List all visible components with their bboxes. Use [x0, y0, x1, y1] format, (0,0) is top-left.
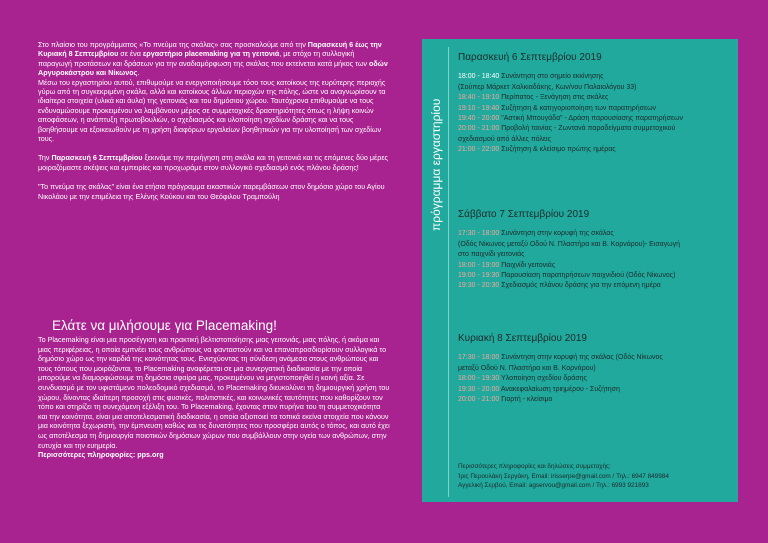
schedule-row — [458, 374, 730, 384]
schedule-time: 18:40 - 19:10 — [458, 94, 500, 102]
schedule-time: 19:30 - 20:00 — [458, 385, 500, 393]
schedule-description: στο παιχνίδι γειτονιάς — [458, 251, 525, 259]
schedule-row — [458, 364, 730, 374]
schedule-description: Παρουσίαση παρατηρήσεων παιχνιδιού (Οδός Νίκωνος) — [499, 272, 676, 280]
schedule-time: 18:00 - 19:00 — [458, 261, 500, 269]
schedule-time: 17:30 - 18:00 — [458, 230, 500, 238]
schedule-description: Περίπατος - Ξενάγηση στις σκάλες — [499, 94, 609, 102]
schedule-row — [458, 104, 730, 114]
schedule-description: Συζήτηση & κατηγοριοποίηση των παρατηρήσεων — [499, 104, 657, 112]
more-info-link[interactable]: Περισσότερες πληροφορίες: pps.org — [38, 450, 164, 460]
schedule-row — [458, 124, 730, 134]
program-day-saturday — [458, 210, 730, 292]
schedule-description: (Οδός Νίκωνος μεταξύ Οδού Ν. Πλαστήρα και Β. Κορνάρου)- Εισαγωγή — [458, 240, 681, 248]
schedule-description: σχεδιασμού από άλλες πόλεις — [458, 135, 551, 143]
program-day-sunday — [458, 334, 730, 405]
schedule-row — [458, 83, 730, 93]
contact-iris: Ίρις Περουλάκη Σεργάκη, Email: irisserpe@gmail.com / Τηλ.: 6947 849984 — [458, 472, 669, 480]
schedule-row — [458, 395, 730, 405]
program-vertical-label: πρόγραμμα εργαστηρίου — [429, 98, 443, 231]
contact-heading: Περισσότερες πληροφορίες και δηλώσεις συμμετοχής: — [458, 463, 611, 470]
schedule-row — [458, 353, 730, 363]
panel-divider — [448, 47, 449, 497]
schedule-row — [458, 135, 730, 145]
schedule-description: Υλοποίηση σχεδίου δράσης — [499, 375, 587, 383]
schedule-description: μεταξύ Οδού Ν. Πλαστήρα και Β. Κορνάρου) — [458, 364, 596, 372]
schedule-description: Συζήτηση & κλείσιμο πρώτης ημέρας — [499, 146, 616, 154]
schedule-description: Σχεδιασμός πλάνου δράσης για την επόμενη ημέρα — [499, 282, 661, 290]
schedule-row — [458, 250, 730, 260]
schedule-time: 21:00 - 22:00 — [458, 146, 500, 154]
schedule-row — [458, 240, 730, 250]
placemaking-heading: Ελάτε να μιλήσουμε για Placemaking! — [52, 318, 277, 333]
schedule-row — [458, 229, 730, 239]
schedule-time: 19:40 - 20:00 — [458, 115, 500, 123]
schedule-row — [458, 114, 730, 124]
schedule-row — [458, 281, 730, 291]
schedule-row — [458, 72, 730, 82]
schedule-row — [458, 271, 730, 281]
schedule-time: 18:00 - 18:40 — [458, 73, 500, 81]
schedule-time: 20:00 - 21:00 — [458, 396, 500, 404]
schedule-time: 19:30 - 20:30 — [458, 282, 500, 290]
intro-paragraph-3: Την Παρασκευή 6 Σεπτεμβρίου ξεκινάμε την περιήγηση στη σκάλα και τη γειτονιά και τις επόμενες δύο μέρες μοιραζόμαστε σκέψεις και εμπειρίες και προχωράμε στον συλλογικό σχεδιασμό ενός πλάνου δράσης! — [38, 153, 388, 172]
schedule-time: 19:10 - 19:40 — [458, 104, 500, 112]
placemaking-body: To Placemaking είναι μια προσέγγιση και πρακτική βελτιστοποίησης μιας γειτονιάς, μιας πόλης, ή ακόμα και μιας περιφέρειας, η οποία εμπνέει τους ανθρώπους να φανταστούν και να επαναπροσδιορίσουν συλλογικά το δημόσιο χώρο ως την καρδιά της κοινότητας τους. Ενισχύοντας τη σύνδεση ανάμεσα στους ανθρώπους και τους τόπους που μοιράζονται, το Placemaking αναφέρεται σε μια συνεργατική διαδικασία με την οποία μπορούμε να διαμορφώσουμε τη δημόσια σφαίρα μας, προκειμένου να μεγιστοποιηθεί η κοινή αξία. Σε συνδυασμό με τον υφιστάμενο πολεοδομικό σχεδιασμό, το Placemaking διευκολύνει τη δημιουργική χρήση του χώρου, δίνοντας ιδιαίτερη προσοχή στις φυσικές, πολιτιστικές, και κοινωνικές ταυτότητες που καθορίζουν τον τόπο και στηρίζει τη συνεχόμενη εξέλιξη του. To Placemaking, έχοντας στον πυρήνα του τη συμμετοχικότητα και την κοινότητα, είναι μια αποτελεσματική διαδικασία, η οποία αξιοποιεί τα τοπικά εκείνα στοιχεία που κάνουν μια κοινότητα ξεχωριστή, την έμπνευση καθώς και τις δυνατότητες που προσφέρει αυτός ο τόπος, και αυτό έχει ως αποτέλεσμα τη δημιουργία ποιοτικών δημόσιων χώρων που συμβάλλουν στην υγεία των ανθρώπων, στην ευτυχία και την ευημερία. — [38, 335, 390, 450]
day-title: Σάββατο 7 Σεπτεμβρίου 2019 — [458, 209, 590, 220]
schedule-row — [458, 145, 730, 155]
contact-info — [458, 462, 730, 491]
schedule-time: 19:00 - 19:30 — [458, 272, 500, 280]
schedule-time: 17:30 - 18:00 — [458, 354, 500, 362]
placemaking-text — [38, 335, 390, 460]
program-day-friday — [458, 53, 730, 156]
schedule-description: Ανακεφαλαίωση τριημέρου - Συζήτηση — [499, 385, 620, 393]
schedule-row — [458, 93, 730, 103]
schedule-description: Συνάντηση στην κορυφή της σκάλας — [499, 230, 614, 238]
contact-angeliki: Αγγελική Σερβού, Email: agservou@gmail.com / Τηλ.: 6993 921893 — [458, 482, 649, 489]
day-title: Παρασκευή 6 Σεπτεμβρίου 2019 — [458, 52, 602, 63]
schedule-row — [458, 385, 730, 395]
intro-text — [38, 40, 390, 211]
schedule-description: Γιορτή - κλείσιμο — [499, 396, 553, 404]
intro-paragraph-4: "Το πνεύμα της σκάλας" είναι ένα ετήσιο πρόγραμμα εικαστικών παρεμβάσεων στον δημόσιο χώρο του Αγίου Νικολάου με την επιμέλεια της Ελένης Κούκου και του Θεόφιλου Τραμπούλη — [38, 182, 385, 201]
schedule-description: Συνάντηση στην κορυφή της σκάλας (Οδός Νίκωνος — [499, 354, 663, 362]
schedule-description: "Αστική Μπουγάδα" - Δράση παρουσίασης παρατηρήσεων — [499, 115, 683, 123]
schedule-description: Συνάντηση στο σημείο εκκίνησης — [499, 73, 604, 81]
schedule-description: (Σούπερ Μάρκετ Χαλκιαδάκης, Κων/νου Παλαιολόγου 33) — [458, 83, 637, 91]
day-title: Κυριακή 8 Σεπτεμβρίου 2019 — [458, 333, 587, 344]
intro-paragraph-2: Μέσω του εργαστηρίου αυτού, επιθυμούμε να ενεργοποιήσουμε τόσο τους κατοίκους της ευρύτερης περιοχής γύρω από τη συγκεκριμένη σκάλα, αλλά και κατοίκους άλλων περιοχών της πόλης, ώστε να αναγνωρίσουν τα ιδιαίτερα στοιχεία (υλικά και άυλα) της γειτονιάς και του δημόσιου χώρου. Ταυτόχρονα επιθυμούμε να τους ενδυναμώσουμε προκειμένου να λαμβάνουν μέρος σε συμμετοχικές δραστηριότητες όπως η λήψη κοινών αποφάσεων, η ανάπτυξη πρωτοβουλιών, ο σχεδιασμός και υλοποίηση σχεδίων δράσης και να τους βοηθήσουμε να εξοικειωθούν με τη χρήση διαφόρων εργαλείων βοηθητικών για την υλοποίησή των σχεδίων τους. — [38, 77, 386, 144]
schedule-row — [458, 261, 730, 271]
schedule-time: 20:00 - 21:00 — [458, 125, 500, 133]
intro-paragraph-1: Στο πλαίσιο του προγράμματος «Το πνεύμα της σκάλας» σας προσκαλούμε από την Παρασκευή 6 έως την Κυριακή 8 Σεπτεμβρίου σε ένα εργαστήριο placemaking για τη γειτονιά, με στόχο τη συλλογική παραγωγή προτάσεων και δράσεων για την αναδιαμόρφωση της σκάλας που εκτείνεται κατά μήκος των οδών Αργυροκάστρου και Νίκωνος. Μέσω του εργαστηρίου αυτού, επιθυμούμε να ενεργοποιήσουμε τόσο τους κατοίκους της ευρύτερης περιοχής γύρω από τη συγκεκριμένη σκάλα, αλλά και κατοίκους άλλων περιοχών της πόλης, ώστε να αναγνωρίσουν τα ιδιαίτερα στοιχεία (υλικά και άυλα) της γειτονιάς και του δημόσιου χώρου. Ταυτόχρονα επιθυμούμε να τους ενδυναμώσουμε προκειμένου να λαμβάνουν μέρος σε συμμετοχικές δραστηριότητες όπως η λήψη κοινών αποφάσεων, η ανάπτυξη πρωτοβουλιών, ο σχεδιασμός και υλοποίηση σχεδίων δράσης και να τους βοηθήσουμε να εξοικειωθούν με τη χρήση διαφόρων εργαλείων βοηθητικών για την υλοποίησή των σχεδίων τους. — [38, 40, 388, 144]
schedule-description: Παιχνίδι γειτονιάς — [499, 261, 556, 269]
schedule-description: Προβολή ταινίας - Ζωντανά παραδείγματα συμμετοχικού — [499, 125, 676, 133]
schedule-time: 18:00 - 19:30 — [458, 375, 500, 383]
